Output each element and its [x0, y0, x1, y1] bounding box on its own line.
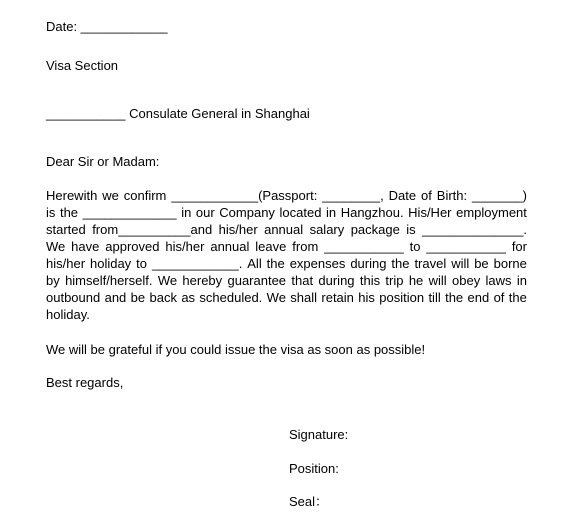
paragraph-word: during [350, 256, 387, 271]
paragraph-word: from [292, 239, 319, 254]
paragraph-word: Hangzhou. [340, 205, 404, 220]
paragraph-word: annual [264, 222, 304, 237]
position-label: Position: [289, 461, 339, 476]
paragraph-word: Date [388, 188, 417, 203]
paragraph-word: confirm [123, 188, 167, 203]
paragraph-word: approved [105, 239, 160, 254]
paragraph-word: his/her [218, 222, 258, 237]
paragraph-word: Herewith [46, 188, 98, 203]
paragraph-word: retain [321, 290, 354, 305]
paragraph-word: himself/herself. [65, 273, 153, 288]
paragraph-line-2 [46, 204, 527, 221]
paragraph-word: during [318, 273, 355, 288]
paragraph-word: end [467, 290, 490, 305]
paragraph-word: the [508, 290, 527, 305]
salutation: Dear Sir or Madam: [46, 154, 160, 169]
paragraph-word: have [71, 239, 100, 254]
paragraph-word: trip [385, 273, 404, 288]
paragraph-word: is [46, 205, 56, 220]
paragraph-word: hereby [182, 273, 223, 288]
paragraph-word: by [46, 273, 60, 288]
paragraph-word: is [406, 222, 416, 237]
paragraph-word: the [266, 256, 285, 271]
paragraph-word: till [428, 290, 441, 305]
paragraph-word: the [391, 256, 410, 271]
paragraph-word: ____________(Passport: [171, 188, 318, 203]
paragraph-word: We [266, 290, 286, 305]
closing-request: We will be grateful if you could issue the visa as soon as possible! [46, 342, 426, 357]
paragraph-word: Birth: [436, 188, 468, 203]
paragraph-word: leave [255, 239, 287, 254]
paragraph-word: borne [493, 256, 527, 271]
paragraph-word: in [326, 205, 337, 220]
paragraph-word: for [511, 239, 527, 254]
paragraph-word: employment [456, 205, 527, 220]
paragraph-word: of [421, 188, 432, 203]
paragraph-word: we [102, 188, 119, 203]
paragraph-word: be [130, 290, 146, 305]
paragraph-word: outbound [46, 290, 101, 305]
paragraph-word: his [358, 290, 375, 305]
paragraph-word: package [350, 222, 400, 237]
paragraph-word: ______________. [422, 222, 527, 237]
paragraph-word: We [46, 239, 66, 254]
paragraph-word: expenses [289, 256, 346, 271]
paragraph-line-8: holiday. [46, 307, 90, 322]
paragraph-line-4 [46, 238, 527, 255]
paragraph-word: from__________and [92, 222, 213, 237]
paragraph-word: We [157, 273, 178, 288]
paragraph-line-1 [46, 187, 527, 204]
paragraph-word: _______) [472, 188, 527, 203]
paragraph-word: All [247, 256, 262, 271]
seal-label: Seal： [289, 494, 329, 509]
paragraph-word: ____________. [151, 256, 243, 271]
paragraph-word: salary [309, 222, 345, 237]
best-regards: Best regards, [46, 375, 124, 390]
paragraph-line-7 [46, 289, 527, 306]
paragraph-line-3 [46, 221, 527, 238]
paragraph-word: shall [290, 290, 318, 305]
paragraph-word: the [59, 205, 79, 220]
paragraph-word: holiday [89, 256, 132, 271]
paragraph-line-6 [46, 272, 527, 289]
paragraph-word: in [516, 273, 527, 288]
paragraph-word: that [291, 273, 314, 288]
paragraph-word: as [181, 290, 196, 305]
paragraph-word: scheduled. [199, 290, 263, 305]
paragraph-word: the [445, 290, 464, 305]
paragraph-word: obey [452, 273, 481, 288]
paragraph-word: ___________ [324, 239, 404, 254]
paragraph-word: in [181, 205, 192, 220]
paragraph-word: started [46, 222, 86, 237]
paragraph-word: Company [219, 205, 275, 220]
confirmation-paragraph [46, 187, 527, 323]
paragraph-line-5 [46, 255, 527, 272]
paragraph-word: be [474, 256, 489, 271]
paragraph-word: of [493, 290, 505, 305]
paragraph-word: travel [414, 256, 447, 271]
paragraph-word: position [379, 290, 425, 305]
visa-section-label: Visa Section [46, 58, 119, 73]
paragraph-word: this [359, 273, 381, 288]
paragraph-word: His/Her [408, 205, 452, 220]
paragraph-word: will [428, 273, 447, 288]
paragraph-word: laws [485, 273, 512, 288]
paragraph-word: ___________ [426, 239, 506, 254]
paragraph-word: to [409, 239, 421, 254]
paragraph-word: his/her [46, 256, 86, 271]
paragraph-word: guarantee [227, 273, 287, 288]
paragraph-word: ________, [322, 188, 384, 203]
signature-label: Signature: [289, 427, 349, 442]
paragraph-word: located [279, 205, 322, 220]
paragraph-word: will [451, 256, 470, 271]
consulate-line: ___________ Consulate General in Shanghai [46, 106, 310, 121]
paragraph-word: he [408, 273, 424, 288]
paragraph-word: his/her [165, 239, 205, 254]
paragraph-word: and [104, 290, 127, 305]
paragraph-word: annual [210, 239, 250, 254]
paragraph-word: _____________ [82, 205, 177, 220]
paragraph-word: to [136, 256, 147, 271]
date-line: Date: ____________ [46, 19, 168, 34]
paragraph-word: our [195, 205, 215, 220]
paragraph-word: back [149, 290, 177, 305]
